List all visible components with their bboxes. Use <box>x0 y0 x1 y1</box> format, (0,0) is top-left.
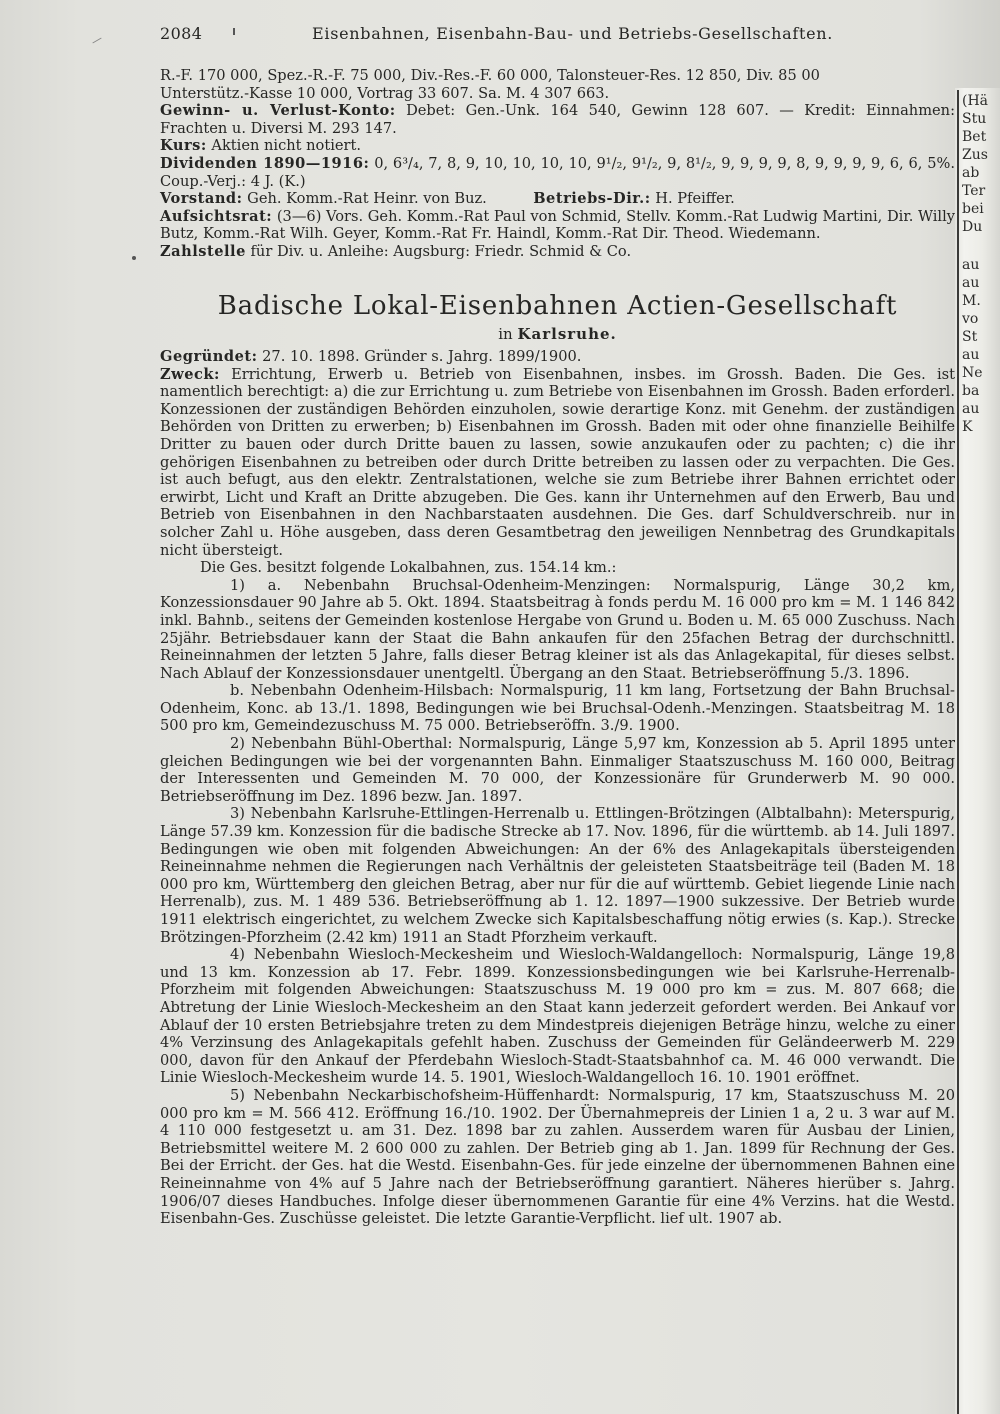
bleed-line: K <box>962 419 973 435</box>
gegruendet-label: Gegründet: <box>160 348 258 365</box>
dividenden <box>160 155 955 190</box>
vorstand-label: Vorstand: <box>160 190 243 208</box>
betriebsdir-text: H. Pfeiffer. <box>650 190 735 208</box>
running-title: Eisenbahnen, Eisenbahn-Bau- und Betriebs-Gesellschaften. <box>312 24 834 43</box>
bleed-line: au <box>962 257 980 273</box>
zweck-text: Errichtung, Erwerb u. Betrieb von Eisenbahnen, insbes. im Grossh. Baden. Die Ges. ist namentlich berechtigt: a) die zur Errichtung u. zum Betriebe von Eisenbahnen im Grossh. Baden erforderl. Konzessionen der zuständigen Behörden einzuholen, sowie derartige Konz. mit Genehm. der zuständigen Behörden von Dritten zu erwerben; b) Eisenbahnen im Grossh. Baden mit oder ohne finanzielle Beihilfe Dritter zu bauen oder durch Dritte bauen zu lassen, sowie anzukaufen oder zu pachten; c) die ihr gehörigen Eisenbahnen zu betreiben oder durch Dritte betreiben zu lassen oder zu verpachten. Die Ges. ist auch befugt, aus den elektr. Zentralstationen, welche sie zum Betriebe ihrer Bahnen errichtet oder erwirbt, Licht und Kraft an Dritte abzugeben. Die Ges. kann ihr Unternehmen auf den Erwerb, Bau und Betrieb von Eisenbahnen in den Nachbarstaaten ausdehnen. Die Ges. darf Schuldverschreib. nur in solcher Zahl u. Höhe ausgeben, dass deren Gesamtbetrag den jeweiligen Nennbetrag des Grundkapitals nicht übersteigt. <box>160 365 955 559</box>
gv-text: Debet: Gen.-Unk. 164 540, Gewinn 128 607. — Kredit: Einnahmen: Frachten u. Diversi M. 293 147. <box>160 102 955 137</box>
railway-3: 3) Nebenbahn Karlsruhe-Ettlingen-Herrenalb u. Ettlingen-Brötzingen (Albtalbahn): Meterspurig, Länge 57.39 km. Konzession für die badische Strecke ab 17. Nov. 1896, für die württemb. ab 14. Juli 1897. Bedingungen wie oben mit folgenden Abweichungen: An der 6% des Anlagekapitals übersteigenden Reineinnahme nehmen die Regierungen nach Verhältnis der geleisteten Staatsbeiträge teil (Baden M. 18 000 pro km, Württemberg den gleichen Betrag, aber nur für die auf württemb. Gebiet liegende Linie nach Herrenalb), zus. M. 1 489 536. Betriebseröffnung ab 1. 12. 1897—1900 sukzessive. Der Betrieb wurde 1911 elektrisch eingerichtet, zu welchem Zwecke sich Kapitalsbeschaffung nötig erwies (s. Kap.). Strecke Brötzingen-Pforzheim (2.42 km) 1911 an Stadt Pforzheim verkauft. <box>160 805 955 946</box>
bleed-line: Ter <box>962 183 986 199</box>
railway-2: 2) Nebenbahn Bühl-Oberthal: Normalspurig, Länge 5,97 km, Konzession ab 5. April 1895 unter gleichen Bedingungen wie bei der vorgenannten Bahn. Einmaliger Staatszuschuss M. 160 000, Beitrag der Interessenten und Gemeinden M. 70 000, der Konzessionäre für Grunderwerb M. 90 000. Betriebseröffnung im Dez. 1896 bezw. Jan. 1897. <box>160 735 955 805</box>
prev-entry <box>160 67 955 261</box>
vorstand-text: Geh. Komm.-Rat Heinr. von Buz. <box>242 190 487 208</box>
div-label: Dividenden 1890—1916: <box>160 154 370 172</box>
zweck <box>160 366 955 560</box>
bleed-line: (Hä <box>962 93 989 109</box>
zweck-label: Zweck: <box>160 365 220 383</box>
zahlstelle-text: für Div. u. Anleihe: Augsburg: Friedr. Schmid & Co. <box>245 242 632 260</box>
zahlstelle <box>160 243 955 261</box>
prev-line-2: Unterstütz.-Kasse 10 000, Vortrag 33 607. Sa. M. 4 307 663. <box>160 84 610 102</box>
bleed-line: bei <box>962 201 984 217</box>
bleed-line: au <box>962 275 980 291</box>
div-text: 0, 6³/₄, 7, 8, 9, 10, 10, 10, 10, 9¹/₂, 9¹/₂, 9, 8¹/₂, 9, 9, 9, 9, 8, 9, 9, 9, 9, 6, 6, 5%. Coup.-Verj.: 4 J. (K.) <box>160 154 955 190</box>
railway-5: 5) Nebenbahn Neckarbischofsheim-Hüffenhardt: Normalspurig, 17 km, Staatszuschuss M. 20 000 pro km = M. 566 412. Eröffnung 16./10. 1902. Der Übernahmepreis der Linien 1 a, 2 u. 3 war auf M. 4 110 000 festgesetzt u. am 31. Dez. 1898 bar zu zahlen. Ausserdem waren für Ausbau der Linien, Betriebsmittel weitere M. 2 600 000 zu zahlen. Der Betrieb ging ab 1. Jan. 1899 für Rechnung der Ges. Bei der Erricht. der Ges. hat die Westd. Eisenbahn-Ges. für jede einzelne der übernommenen Bahnen eine Reineinnahme von 4% auf 5 Jahre nach der Betriebseröffnung garantiert. Näheres hierüber s. Jahrg. 1906/07 dieses Handbuches. Infolge dieser übernommenen Garantie für eine 4% Verzins. hat die Westd. Eisenbahn-Ges. Zuschüsse geleistet. Die letzte Garantie-Verpflicht. lief ult. 1907 ab. <box>160 1086 955 1228</box>
railway-1a: 1) a. Nebenbahn Bruchsal-Odenheim-Menzingen: Normalspurig, Länge 30,2 km, Konzessionsdauer 90 Jahre ab 5. Okt. 1894. Staatsbeitrag à fonds perdu M. 16 000 pro km = M. 1 146 842 inkl. Bahnb., seitens der Gemeinden kostenlose Hergabe von Grund u. Boden u. M. 65 000 Zuschuss. Nach 25jähr. Betriebsdauer kann der Staat die Bahn ankaufen für den 25fachen Betrag der durchschnittl. Reineinnahmen der letzten 5 Jahre, falls dieser Betrag kleiner ist als das Anlagekapital, für dieses selbst. Nach Ablauf der Konzessionsdauer unentgeltl. Übergang an den Staat. Betriebseröffnung 5./3. 1896. <box>160 576 955 682</box>
company-location <box>160 325 955 343</box>
bleed-line: ab <box>962 165 980 181</box>
kurs-text: Aktien nicht notiert. <box>206 137 361 155</box>
gegruendet-text: 27. 10. 1898. Gründer s. Jahrg. 1899/1900. <box>257 348 582 365</box>
ink-blot <box>132 256 136 260</box>
bleed-line: Zus <box>962 147 988 163</box>
bleed-line: au <box>962 347 980 363</box>
prev-line-1: R.-F. 170 000, Spez.-R.-F. 75 000, Div.-Res.-F. 60 000, Talonsteuer-Res. 12 850, Div. 85 00 <box>160 67 820 84</box>
railway-4: 4) Nebenbahn Wiesloch-Meckesheim und Wiesloch-Waldangelloch: Normalspurig, Länge 19,8 und 13 km. Konzession ab 17. Febr. 1899. Konzessionsbedingungen wie bei Karlsruhe-Herrenalb-Pforzheim mit folgenden Abweichungen: Staatszuschuss M. 19 000 pro km = zus. M. 807 668; die Abtretung der Linie Wiesloch-Meckesheim an den Staat kann jederzeit gefordert werden. Bei Ankauf vor Ablauf der 10 ersten Betriebsjahre treten zu dem Mindestpreis diejenigen Beträge hinzu, welche zu einer 4% Verzinsung des Anlagekapitals gefehlt haben. Zuschuss der Gemeinden für Geländeerwerb M. 229 000, davon für den Ankauf der Pferdebahn Wiesloch-Stadt-Staatsbahnhof ca. M. 46 000 verwandt. Die Linie Wiesloch-Meckesheim wurde 14. 5. 1901, Wiesloch-Waldangelloch 16. 10. 1901 eröffnet. <box>160 946 955 1087</box>
bleed-line: Ne <box>962 365 983 381</box>
aufsichtsrat <box>160 208 955 243</box>
vorstand <box>160 190 955 208</box>
kurs <box>160 137 955 155</box>
bleed-line: M. <box>962 293 981 309</box>
page-number: 2084 <box>160 24 203 43</box>
gv-konto <box>160 102 955 137</box>
location-city: Karlsruhe. <box>517 325 617 343</box>
bleed-line: Stu <box>962 111 987 127</box>
betriebsdir-label: Betriebs-Dir.: <box>533 190 651 208</box>
aufsichtsrat-label: Aufsichtsrat: <box>160 207 273 225</box>
bleed-line: Bet <box>962 129 987 145</box>
bleed-line: Du <box>962 219 983 235</box>
bleed-line: vo <box>962 311 979 327</box>
besitz-intro: Die Ges. besitzt folgende Lokalbahnen, zus. 154.14 km.: <box>200 559 617 577</box>
location-prefix: in <box>498 325 513 343</box>
adjacent-text-upper <box>962 92 1000 236</box>
zahlstelle-label: Zahlstelle <box>160 242 246 260</box>
corner-mark <box>92 38 101 44</box>
entry-body <box>160 348 955 1228</box>
gegruendet <box>160 348 955 366</box>
page-edge-line <box>957 90 959 1414</box>
bleed-line: St <box>962 329 978 345</box>
aufsichtsrat-text: (3—6) Vors. Geh. Komm.-Rat Paul von Schmid, Stellv. Komm.-Rat Ludwig Martini, Dir. Willy Butz, Komm.-Rat Wilh. Geyer, Komm.-Rat Fr. Haindl, Komm.-Rat Dir. Theod. Wiedemann. <box>160 207 955 243</box>
kurs-label: Kurs: <box>160 137 207 155</box>
railway-1b: b. Nebenbahn Odenheim-Hilsbach: Normalspurig, 11 km lang, Fortsetzung der Bahn Bruchsal-Odenheim, Konc. ab 13./1. 1898, Bedingungen wie bei Bruchsal-Odenh.-Menzingen. Staatsbeitrag M. 18 500 pro km, Gemeindezuschuss M. 75 000. Betriebseröffn. 3./9. 1900. <box>160 682 955 735</box>
company-title: Badische Lokal-Eisenbahnen Actien-Gesellschaft <box>217 291 898 321</box>
bleed-line: ba <box>962 383 980 399</box>
adjacent-text-lower <box>962 256 1000 436</box>
gv-label: Gewinn- u. Verlust-Konto: <box>160 102 396 120</box>
bleed-line: au <box>962 401 980 417</box>
header-tick <box>233 28 235 35</box>
